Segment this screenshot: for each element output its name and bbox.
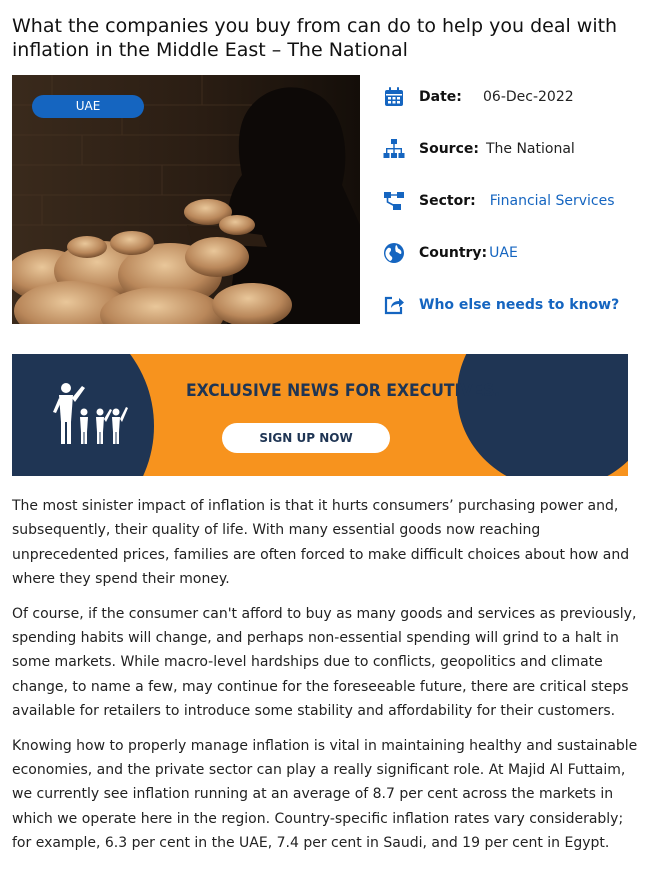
sector-link[interactable]: Financial Services	[489, 193, 615, 209]
country-link[interactable]: UAE	[489, 245, 518, 261]
article-title: What the companies you buy from can do to help you deal with inflation in the Middle East – The National	[12, 15, 618, 61]
newsletter-banner[interactable]	[12, 354, 628, 476]
banner-headline: EXCLUSIVE NEWS FOR EXECUTIVES.	[186, 381, 501, 401]
hierarchy-icon	[383, 138, 405, 160]
globe-icon	[383, 242, 405, 264]
body-paragraph-2: Of course, if the consumer can't afford to buy as many goods and services as previously, spending habits will change, and perhaps non-essential spending will grind to a halt in some markets. While macro-level hardships due to conflicts, geopolitics and climate change, to name a few, may continue for the foreseeable future, there are critical steps available for retailers to introduce some stability and affordability for their customers.	[12, 605, 637, 720]
meta-source	[383, 136, 575, 162]
article-photo	[12, 75, 360, 324]
body-paragraph-1: The most sinister impact of inflation is that it hurts consumers’ purchasing power and, subsequently, their quality of life. With many essential goods now reaching unprecedented prices, families are often forced to make difficult choices about how and where they spend their money.	[12, 498, 630, 588]
meta-sector	[383, 188, 615, 214]
source-value: The National	[485, 141, 575, 157]
article-body	[12, 494, 638, 866]
body-paragraph-3: Knowing how to properly manage inflation is vital in maintaining healthy and sustainable economies, and the private sector can play a really significant role. At Majid Al Futtaim, we currently see inflation running at an average of 8.7 per cent across the markets in which we operate here in the region. Country-specific inflation rates vary considerably; for example, 6.3 per cent in the UAE, 7.4 per cent in Saudi, and 19 per cent in Egypt.	[12, 737, 638, 852]
meta-country	[383, 240, 518, 266]
meta-share[interactable]	[383, 292, 619, 318]
date-value: 06-Dec-2022	[483, 89, 574, 105]
date-label: Date:	[419, 89, 462, 105]
network-icon	[383, 190, 405, 212]
source-label: Source:	[419, 141, 479, 157]
team-icon	[44, 382, 134, 452]
sign-up-button[interactable]: SIGN UP NOW	[222, 423, 390, 453]
share-icon	[383, 294, 405, 316]
sector-label: Sector:	[419, 193, 476, 209]
meta-date	[383, 84, 574, 110]
country-badge[interactable]: UAE	[32, 95, 144, 118]
country-label: Country:	[419, 245, 488, 261]
calendar-icon	[383, 86, 405, 108]
share-link[interactable]: Who else needs to know?	[419, 297, 620, 313]
